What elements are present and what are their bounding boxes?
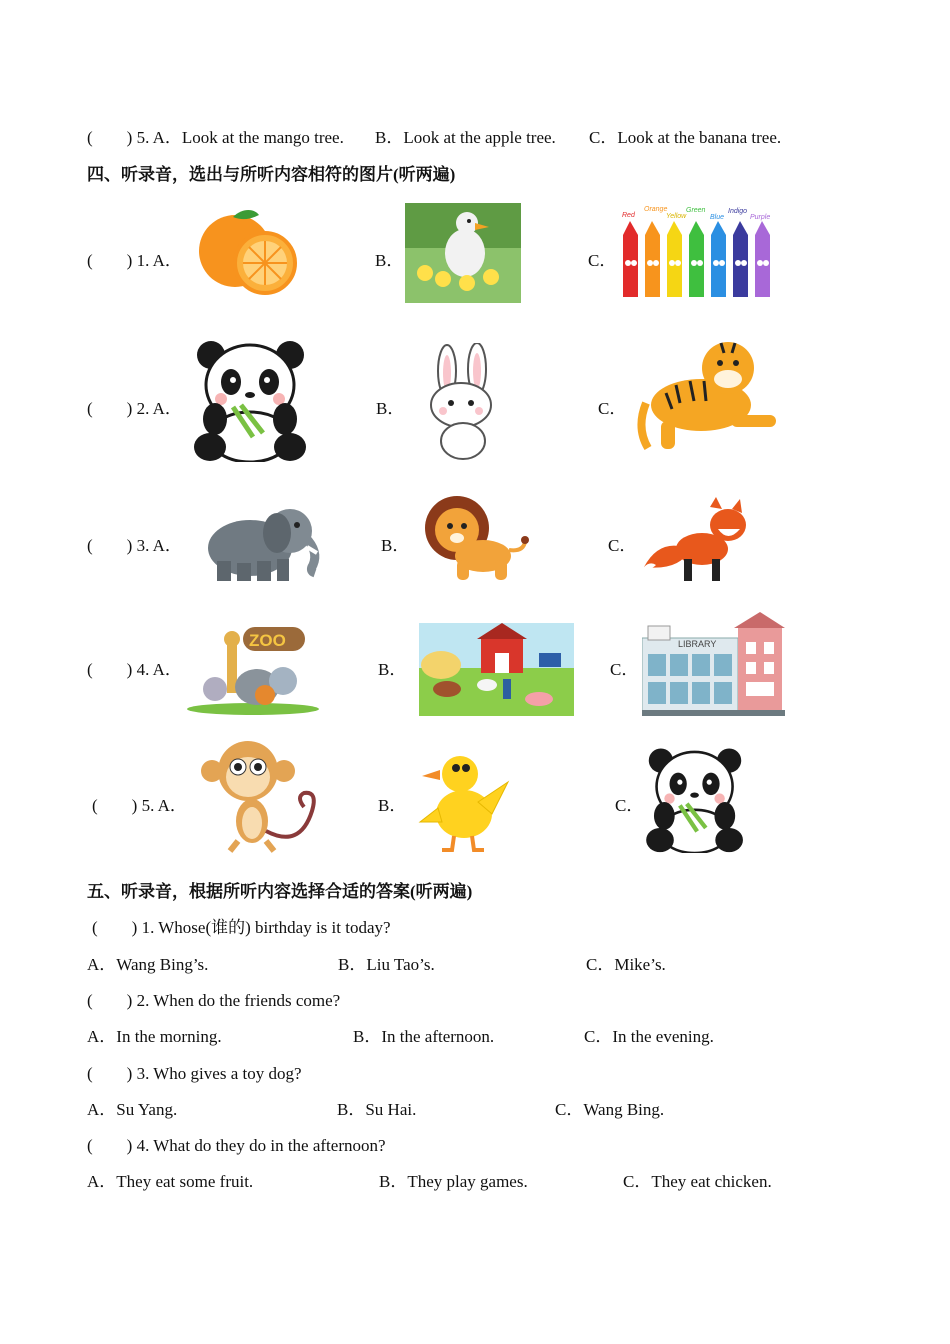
s5-q3-text: ( ) 3. Who gives a toy dog? (87, 1064, 302, 1083)
panda-icon[interactable] (193, 337, 308, 462)
s5-q3-option-b: B．Su Hai. (337, 1100, 417, 1119)
farm-icon[interactable] (419, 623, 574, 716)
crayon-label-yellow: Yellow (666, 213, 687, 220)
s4-q5-label: ( ) 5. A． (92, 796, 187, 815)
duck-family-icon[interactable] (405, 203, 521, 303)
orange-icon[interactable] (193, 207, 303, 295)
s5-q4-option-c: C．They eat chicken. (623, 1172, 772, 1191)
s4-q5-option-c: C． (615, 796, 644, 815)
tiger-icon[interactable] (636, 333, 781, 458)
fox-icon[interactable] (640, 497, 752, 583)
s4-q4-option-b: B． (378, 660, 407, 679)
crayon-colors-icon[interactable] (618, 205, 773, 300)
section-4-heading: 四、听录音，选出与所听内容相符的图片(听两遍) (87, 165, 456, 184)
s5-q4-option-b: B．They play games. (379, 1172, 528, 1191)
s5-q1-text: ( ) 1. Whose(谁的) birthday is it today? (92, 918, 391, 937)
s5-q4-text: ( ) 4. What do they do in the afternoon? (87, 1136, 386, 1155)
panda-icon[interactable] (645, 745, 745, 853)
elephant-icon[interactable] (195, 503, 325, 583)
library-sign-text: LIBRARY (678, 639, 717, 649)
question-5-option-b: B．Look at the apple tree. (375, 128, 556, 147)
zoo-icon[interactable] (185, 623, 320, 715)
s5-q2-option-b: B．In the afternoon. (353, 1027, 495, 1046)
lion-icon[interactable] (421, 494, 531, 582)
s4-q1-label: ( ) 1. A． (87, 251, 182, 270)
duck-icon[interactable] (418, 752, 510, 852)
section-5-heading: 五、听录音，根据所听内容选择合适的答案(听两遍) (87, 882, 473, 901)
s4-q3-label: ( ) 3. A． (87, 536, 182, 555)
library-icon[interactable] (642, 612, 785, 716)
s4-q4-label: ( ) 4. A． (87, 660, 182, 679)
question-5-text: ( ) 5. A．Look at the mango tree. (87, 128, 344, 147)
monkey-icon[interactable] (200, 741, 330, 853)
s5-q2-option-c: C．In the evening. (584, 1027, 714, 1046)
crayon-label-indigo: Indigo (728, 208, 748, 215)
s4-q2-option-b: B． (376, 399, 405, 418)
s4-q1-option-c: C． (588, 251, 617, 270)
s4-q5-option-b: B． (378, 796, 407, 815)
question-5-option-c: C．Look at the banana tree. (589, 128, 782, 147)
s4-q2-option-c: C． (598, 399, 627, 418)
s5-q3-option-c: C．Wang Bing. (555, 1100, 665, 1119)
s5-q2-option-a: A．In the morning. (87, 1027, 222, 1046)
s4-q2-label: ( ) 2. A． (87, 399, 182, 418)
s4-q3-option-b: B． (381, 536, 410, 555)
s4-q3-option-c: C． (608, 536, 637, 555)
s5-q1-option-b: B．Liu Tao’s. (338, 955, 435, 974)
crayon-label-purple: Purple (750, 214, 771, 221)
crayon-label-orange: Orange (644, 206, 668, 213)
rabbit-icon[interactable] (425, 343, 500, 461)
s4-q1-option-b: B． (375, 251, 404, 270)
s5-q2-text: ( ) 2. When do the friends come? (87, 991, 341, 1010)
crayon-label-red: Red (622, 212, 635, 219)
s5-q1-option-a: A．Wang Bing’s. (87, 955, 209, 974)
crayon-label-blue: Blue (710, 214, 725, 221)
s5-q4-option-a: A．They eat some fruit. (87, 1172, 254, 1191)
s4-q4-option-c: C． (610, 660, 639, 679)
s5-q3-option-a: A．Su Yang. (87, 1100, 178, 1119)
crayon-label-green: Green (686, 207, 706, 214)
zoo-sign-text: ZOO (249, 631, 286, 650)
s5-q1-option-c: C．Mike’s. (586, 955, 666, 974)
